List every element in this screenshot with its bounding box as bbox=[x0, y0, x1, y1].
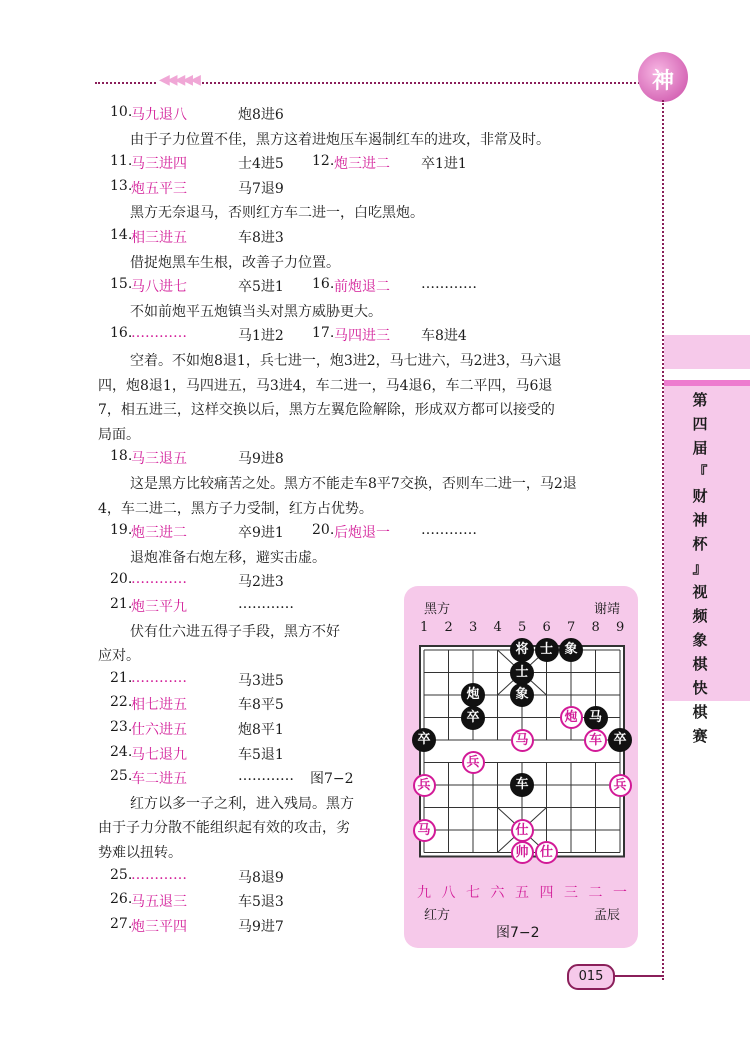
side-title-char: 视 bbox=[692, 583, 708, 601]
move-number: 20. bbox=[312, 522, 335, 539]
move-number: 12. bbox=[312, 153, 335, 170]
black-side-label: 黑方 bbox=[424, 602, 451, 617]
black-move: 炮8进6 bbox=[238, 107, 284, 123]
footer-rule bbox=[610, 975, 664, 977]
commentary-line: 由于子力位置不佳，黑方这着进炮压车遏制红车的进攻，非常及时。 bbox=[130, 131, 550, 148]
red-piece: 马 bbox=[511, 729, 534, 752]
move-number: 21. bbox=[110, 596, 133, 612]
move-number: 14. bbox=[110, 227, 133, 243]
commentary-line: 应对。 bbox=[98, 648, 140, 665]
red-move: 马五退三 bbox=[131, 894, 187, 911]
black-piece: 卒 bbox=[608, 728, 632, 752]
commentary-line: 黑方无奈退马，否则红方车二进一，白吃黑炮。 bbox=[130, 205, 424, 222]
black-move: ………… bbox=[421, 276, 477, 293]
bottom-file-label: 一 bbox=[613, 885, 627, 901]
side-title-char: 快 bbox=[692, 679, 708, 697]
red-player-name: 孟辰 bbox=[594, 908, 621, 923]
move-number: 19. bbox=[110, 522, 133, 539]
header-arrow-ornament: ◀◀◀◀◀ bbox=[156, 72, 201, 88]
side-title-char: 『 bbox=[692, 463, 708, 481]
top-file-label: 8 bbox=[591, 620, 600, 635]
top-file-label: 1 bbox=[420, 620, 429, 635]
black-move: 马9进7 bbox=[238, 918, 284, 935]
red-move: 马九退八 bbox=[131, 107, 187, 123]
red-move: ………… bbox=[131, 866, 187, 883]
commentary-line: 4，车二进二，黑方子力受制，红方占优势。 bbox=[98, 500, 373, 517]
black-move: ………… bbox=[421, 522, 477, 539]
black-piece: 士 bbox=[510, 661, 534, 685]
bottom-file-label: 五 bbox=[515, 885, 529, 901]
page-number: 015 bbox=[567, 964, 615, 990]
commentary-line: 局面。 bbox=[98, 426, 140, 443]
red-move: 相七进五 bbox=[131, 697, 187, 714]
top-file-label: 7 bbox=[567, 620, 576, 635]
side-band-light bbox=[664, 335, 750, 369]
red-move: 仕六进五 bbox=[131, 722, 187, 738]
move-number: 18. bbox=[110, 448, 133, 465]
commentary-line: 空着。不如炮8退1，兵七进一，炮3进2，马七进六，马2进3，马六退 bbox=[130, 353, 562, 369]
red-piece: 仕 bbox=[535, 841, 558, 864]
bottom-file-label: 二 bbox=[588, 885, 603, 901]
black-move: 马3进5 bbox=[238, 672, 284, 689]
move-number: 15. bbox=[110, 276, 133, 293]
move-number: 22. bbox=[110, 694, 133, 711]
move-number: 13. bbox=[110, 177, 133, 194]
red-piece: 车 bbox=[584, 729, 607, 752]
red-move: 炮五平三 bbox=[131, 180, 187, 197]
red-move: 马八进七 bbox=[131, 279, 187, 296]
red-piece: 兵 bbox=[462, 751, 485, 774]
side-title-char: 届 bbox=[692, 439, 708, 457]
commentary-line: 伏有仕六进五得子手段，黑方不好 bbox=[130, 623, 340, 640]
black-move: 炮8平1 bbox=[238, 722, 284, 738]
move-number: 16. bbox=[312, 276, 335, 293]
red-piece: 帅 bbox=[511, 841, 534, 864]
red-move: 马三进四 bbox=[131, 156, 187, 173]
commentary-line: 红方以多一子之利，进入残局。黑方 bbox=[130, 795, 354, 812]
red-move: 马七退九 bbox=[131, 746, 187, 763]
commentary-line: 势难以扭转。 bbox=[98, 845, 182, 861]
side-title-char: 象 bbox=[692, 631, 708, 649]
move-number: 26. bbox=[110, 891, 133, 908]
black-move: 卒5进1 bbox=[238, 279, 284, 296]
book-logo bbox=[638, 52, 688, 102]
black-move: 卒1进1 bbox=[421, 156, 467, 173]
black-piece: 车 bbox=[510, 773, 534, 797]
red-side-label: 红方 bbox=[424, 908, 451, 923]
top-file-label: 5 bbox=[518, 620, 527, 635]
red-piece: 兵 bbox=[413, 774, 436, 797]
red-move: 马四进三 bbox=[334, 328, 390, 345]
black-piece: 炮 bbox=[461, 683, 485, 707]
move-number: 21. bbox=[110, 669, 133, 686]
top-file-label: 6 bbox=[542, 620, 551, 635]
logo-text: 神 bbox=[651, 69, 674, 94]
black-player-name: 谢靖 bbox=[594, 602, 621, 617]
red-move: 炮三平九 bbox=[131, 599, 187, 615]
bottom-file-label: 四 bbox=[539, 885, 554, 901]
red-move: ………… bbox=[131, 669, 187, 686]
black-move: 马9进8 bbox=[238, 451, 284, 468]
black-move: 卒9进1 bbox=[238, 525, 284, 542]
black-piece: 象 bbox=[559, 638, 583, 662]
move-number: 25. bbox=[110, 768, 133, 785]
side-title-char: 财 bbox=[692, 487, 708, 505]
side-title-char: 神 bbox=[692, 511, 708, 529]
side-title-char: 棋 bbox=[692, 703, 708, 721]
move-number: 27. bbox=[110, 915, 133, 932]
black-move: 车8进4 bbox=[421, 328, 467, 345]
black-move: 车5退1 bbox=[238, 746, 284, 763]
black-move: 马1进2 bbox=[238, 328, 284, 345]
side-title-char: 频 bbox=[692, 607, 708, 625]
black-piece: 卒 bbox=[412, 728, 436, 752]
figure-caption: 图7−2 bbox=[496, 925, 540, 941]
side-title-char: 四 bbox=[692, 415, 708, 433]
red-move: 前炮退二 bbox=[334, 279, 390, 296]
figure-box bbox=[404, 586, 638, 948]
move-number: 23. bbox=[110, 719, 133, 735]
move-number: 20. bbox=[110, 571, 133, 588]
figure-reference: 图7−2 bbox=[310, 771, 354, 788]
top-file-label: 4 bbox=[493, 620, 502, 635]
commentary-line: 不如前炮平五炮镇当头对黑方威胁更大。 bbox=[130, 303, 382, 320]
red-move: 相三进五 bbox=[131, 230, 187, 246]
black-move: 士4进5 bbox=[238, 156, 284, 173]
commentary-line: 退炮准备右炮左移，避实击虚。 bbox=[130, 549, 326, 566]
commentary-line: 由于子力分散不能组织起有效的攻击，劣 bbox=[98, 820, 350, 837]
black-piece: 士 bbox=[535, 638, 559, 662]
red-piece: 马 bbox=[413, 819, 436, 842]
side-title-char: 第 bbox=[692, 391, 708, 409]
red-move: 炮三进二 bbox=[334, 156, 390, 173]
side-title-char: 杯 bbox=[692, 535, 708, 553]
side-title-char: 』 bbox=[692, 559, 708, 577]
bottom-file-label: 六 bbox=[490, 885, 505, 901]
red-piece: 炮 bbox=[560, 706, 583, 729]
bottom-file-label: 九 bbox=[417, 885, 431, 901]
move-number: 16. bbox=[110, 325, 133, 342]
side-tab-title bbox=[688, 388, 712, 748]
top-file-label: 2 bbox=[444, 620, 453, 635]
black-move: 马8退9 bbox=[238, 869, 284, 886]
commentary-line: 7，相五进三，这样交换以后，黑方左翼危险解除，形成双方都可以接受的 bbox=[98, 402, 555, 419]
red-move: 车二进五 bbox=[131, 771, 187, 788]
move-number: 11. bbox=[110, 153, 133, 170]
black-piece: 象 bbox=[510, 683, 534, 707]
side-title-char: 赛 bbox=[692, 727, 708, 745]
red-piece: 仕 bbox=[511, 819, 534, 842]
bottom-file-label: 三 bbox=[564, 885, 578, 901]
black-move: ………… bbox=[238, 596, 294, 612]
black-piece: 将 bbox=[510, 638, 534, 662]
commentary-line: 这是黑方比较痛苦之处。黑方不能走车8平7交换，否则车二进一，马2退 bbox=[130, 476, 577, 492]
black-piece: 卒 bbox=[461, 706, 485, 730]
red-move: 后炮退一 bbox=[334, 525, 390, 542]
black-move: 车8进3 bbox=[238, 230, 284, 246]
black-piece: 马 bbox=[584, 706, 608, 730]
move-number: 25. bbox=[110, 866, 133, 883]
black-move: 马7退9 bbox=[238, 180, 284, 197]
red-move: 炮三平四 bbox=[131, 918, 187, 935]
red-move: 炮三进二 bbox=[131, 525, 187, 542]
red-move: ………… bbox=[131, 571, 187, 588]
commentary-line: 四，炮8退1，马四进五，马3进4，车二进一，马4退6，车二平四，马6退 bbox=[98, 377, 553, 394]
bottom-file-label: 八 bbox=[441, 885, 456, 901]
move-number: 10. bbox=[110, 104, 133, 120]
top-file-label: 9 bbox=[616, 620, 625, 635]
black-move: 车8平5 bbox=[238, 697, 284, 714]
black-move: ………… bbox=[238, 768, 294, 785]
side-title-char: 棋 bbox=[692, 655, 708, 673]
red-piece: 兵 bbox=[609, 774, 632, 797]
bottom-file-label: 七 bbox=[466, 885, 480, 901]
black-move: 马2进3 bbox=[238, 574, 284, 591]
move-number: 24. bbox=[110, 743, 133, 760]
red-move: ………… bbox=[131, 325, 187, 342]
red-move: 马三退五 bbox=[131, 451, 187, 468]
commentary-line: 借捉炮黑车生根，改善子力位置。 bbox=[130, 254, 340, 271]
black-move: 车5退3 bbox=[238, 894, 284, 911]
top-file-label: 3 bbox=[469, 620, 478, 635]
move-number: 17. bbox=[312, 325, 335, 342]
